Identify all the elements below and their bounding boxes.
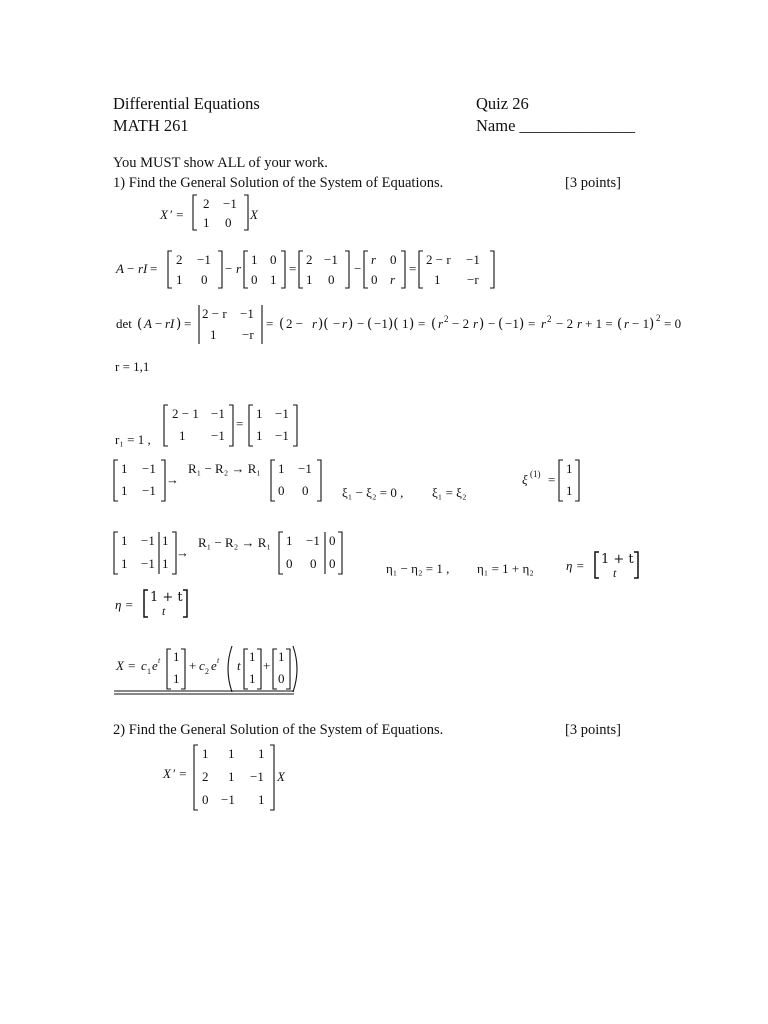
matrix-cell: 0 [371,272,378,287]
matrix-cell: −1 [211,406,225,421]
svg-text:t: t [158,656,161,665]
svg-text:): ) [519,316,525,332]
matrix-cell: 1 [121,533,128,548]
svg-text:t: t [237,658,241,673]
svg-text:r: r [438,316,444,331]
matrix-cell: 2 [202,769,209,784]
eigenvalue-result [115,359,149,374]
matrix-cell: 1 [566,461,573,476]
svg-text:=: = [528,316,536,331]
r1-label: r₁ = 1 , [115,432,151,447]
matrix-cell: 0 [202,792,209,807]
matrix-cell: 1 [566,483,573,498]
matrix-cell: 0 [286,556,293,571]
matrix-cell: 1 [256,406,263,421]
matrix-cell: −1 [306,533,320,548]
svg-text:X: X [116,658,124,673]
matrix-cell: −1 [197,252,211,267]
name-blank-line[interactable]: ______________ [519,116,636,135]
svg-text:r: r [541,316,547,331]
matrix-a1-cell: 2 [203,196,210,211]
system-equation-2 [162,745,286,810]
system-equation-1 [159,195,259,230]
matrix-cell: 1 [256,428,263,443]
eta-equation-2: η₁ = 1 + η₂ [477,561,534,576]
eta-entry-top: 1 + t [601,552,634,567]
svg-text:2: 2 [547,314,552,324]
svg-text:−: − [488,316,496,331]
svg-text:r: r [577,316,583,331]
row-operation: R₁ − R₂ → R₁ [188,461,261,476]
svg-text:A: A [144,316,152,331]
problem-2-number: 2) [113,722,126,738]
svg-text:1: 1 [147,667,151,676]
svg-text:r: r [236,261,242,276]
svg-text:=: = [548,472,556,487]
a-minus-ri-line [115,251,494,288]
xi-equation-1: ξ₁ − ξ₂ = 0 , [342,485,404,500]
matrix-cell: −1 [275,406,289,421]
svg-text:2: 2 [656,313,661,323]
matrix-cell: 0 [329,556,336,571]
eta-equation-1: η₁ − η₂ = 1 , [386,561,450,576]
matrix-cell: 0 [278,483,285,498]
xi-superscript: (1) [530,469,541,479]
matrix-cell: −1 [466,252,480,267]
matrix-cell: 1 [249,671,256,686]
svg-text:− 1: − 1 [632,316,650,331]
matrix-cell: 1 [202,746,209,761]
svg-text:e: e [152,658,158,673]
matrix-cell: −1 [250,769,264,784]
matrix-cell: 1 [306,272,313,287]
matrix-cell: 1 [270,272,277,287]
matrix-a1-cell: 0 [225,215,232,230]
matrix-cell: 1 [121,556,128,571]
matrix-cell: 1 [258,746,265,761]
svg-text:→: → [176,545,189,560]
svg-text:+ 1 =: + 1 = [585,316,613,331]
matrix-cell: −1 [141,556,155,571]
matrix-cell: −r [467,272,479,287]
svg-text:− 2: − 2 [452,316,470,331]
svg-text:): ) [649,316,655,332]
determinant-line [116,305,681,344]
svg-text:=: = [150,261,158,276]
eta-label: η = [115,597,134,612]
matrix-cell: 1 [434,272,441,287]
svg-text:−: − [357,316,365,331]
matrix-cell: r [371,252,377,267]
matrix-cell: 0 [251,272,258,287]
general-solution [114,646,297,694]
svg-text:r: r [473,316,479,331]
matrix-cell: 1 [251,252,258,267]
svg-text:=: = [128,658,136,673]
xi-equation-2: ξ₁ = ξ₂ [432,485,467,500]
svg-text:)(: )( [318,316,329,332]
matrix-cell: 1 [278,649,285,664]
svg-text:)(: )( [388,316,399,332]
svg-text:X: X [277,769,285,784]
problem-1-text: Find the General Solution of the System of Equations. [128,175,444,191]
matrix-cell: −1 [324,252,338,267]
matrix-cell: 2 [306,252,313,267]
generalized-eigenvector-reduction [114,532,638,580]
svg-text:−: − [155,316,163,331]
svg-text:=: = [418,316,426,331]
problem-2-prompt [113,723,443,738]
matrix-cell: 0 [328,272,335,287]
svg-text:−: − [225,261,233,276]
svg-text:−: − [127,261,135,276]
name-label-text: Name [476,116,516,135]
matrix-cell: 1 [121,483,128,498]
matrix-cell: 1 [162,556,169,571]
svg-text:=: = [289,261,297,276]
svg-text:−: − [354,261,362,276]
svg-text:− 2: − 2 [556,316,574,331]
matrix-cell: 2 − r [426,252,451,267]
eta-entry-top: 1 + t [150,590,183,605]
svg-text:X: X [250,207,258,222]
svg-text:X: X [160,207,168,222]
matrix-cell: −1 [142,483,156,498]
matrix-cell: 1 [228,746,235,761]
eta-entry-bottom: t [162,604,166,618]
r1-substitution [115,405,297,447]
matrix-cell: −1 [142,461,156,476]
svg-text:det: det [116,316,132,331]
matrix-cell: 1 [210,327,217,342]
svg-text:→: → [166,472,179,487]
course-title: Differential Equations [113,94,260,113]
matrix-a1-cell: 1 [203,215,210,230]
svg-text:c: c [141,658,147,673]
row-operation: R₁ − R₂ → R₁ [198,535,271,550]
eta-entry-bottom: t [613,566,617,580]
svg-text:′ =: ′ = [170,207,184,222]
svg-text:+: + [263,658,271,673]
matrix-a1-cell: −1 [223,196,237,211]
eta-label: η = [566,558,585,573]
svg-text:+: + [189,658,197,673]
svg-text:): ) [348,316,354,332]
matrix-cell: 0 [329,533,336,548]
course-code: MATH 261 [113,116,189,135]
svg-text:): ) [479,316,485,332]
matrix-cell: 1 [278,461,285,476]
svg-text:e: e [211,658,217,673]
svg-text:(: ( [498,316,504,332]
svg-text:(: ( [431,316,437,332]
problem-1-points: [3 points] [565,175,621,191]
svg-text:1: 1 [402,316,409,331]
svg-text:r: r [624,316,630,331]
svg-text:2 −: 2 − [286,316,304,331]
svg-text:r: r [342,316,348,331]
matrix-cell: 1 [228,769,235,784]
svg-text:=: = [236,416,244,431]
svg-text:c: c [199,658,205,673]
matrix-cell: r [390,272,396,287]
quiz-label: Quiz 26 [476,94,529,113]
matrix-cell: 0 [201,272,208,287]
svg-text:): ) [409,316,415,332]
matrix-cell: 1 [173,671,180,686]
matrix-cell: 1 [258,792,265,807]
matrix-cell: −1 [240,306,254,321]
matrix-cell: −1 [275,428,289,443]
matrix-cell: 1 [121,461,128,476]
matrix-cell: 2 − 1 [172,406,199,421]
problem-1-number: 1) [113,175,126,191]
svg-text:r: r [312,316,318,331]
svg-text:−1: −1 [374,316,388,331]
svg-text:−1: −1 [505,316,519,331]
matrix-cell: 0 [278,671,285,686]
matrix-cell: −r [242,327,254,342]
svg-text:2: 2 [205,667,209,676]
svg-text:= 0: = 0 [664,316,682,331]
svg-text:A: A [116,261,124,276]
svg-text:t: t [217,656,220,665]
svg-text:2: 2 [444,314,449,324]
matrix-cell: 0 [390,252,397,267]
matrix-cell: −1 [221,792,235,807]
svg-text:=: = [409,261,417,276]
xi-label: ξ [522,472,528,487]
matrix-cell: 1 [162,533,169,548]
matrix-cell: 1 [249,649,256,664]
problem-2-points: [3 points] [565,722,621,738]
svg-text:=: = [184,316,192,331]
matrix-cell: 0 [270,252,277,267]
matrix-cell: 0 [302,483,309,498]
eigenvalue-text: r = 1,1 [115,359,150,374]
svg-text:(: ( [279,316,285,332]
matrix-cell: 1 [173,649,180,664]
svg-text:): ) [176,316,182,332]
svg-text:(: ( [367,316,373,332]
eigenvector-row-reduction [114,460,579,501]
matrix-cell: 2 [176,252,183,267]
svg-text:(: ( [137,316,143,332]
svg-text:′ =: ′ = [173,766,187,781]
matrix-cell: 1 [286,533,293,548]
matrix-cell: 2 − r [202,306,227,321]
matrix-cell: 0 [310,556,317,571]
matrix-cell: −1 [298,461,312,476]
svg-text:X: X [163,766,171,781]
eta-result [115,590,187,618]
matrix-cell: −1 [211,428,225,443]
svg-text:(: ( [617,316,623,332]
svg-text:rI: rI [138,261,148,276]
problem-2-text: Find the General Solution of the System of Equations. [128,722,444,738]
matrix-cell: 1 [176,272,183,287]
matrix-cell: 1 [179,428,186,443]
svg-text:−: − [333,316,341,331]
svg-text:=: = [266,316,274,331]
svg-text:rI: rI [165,316,175,331]
matrix-cell: −1 [141,533,155,548]
instructions: You MUST show ALL of your work. [113,155,328,171]
